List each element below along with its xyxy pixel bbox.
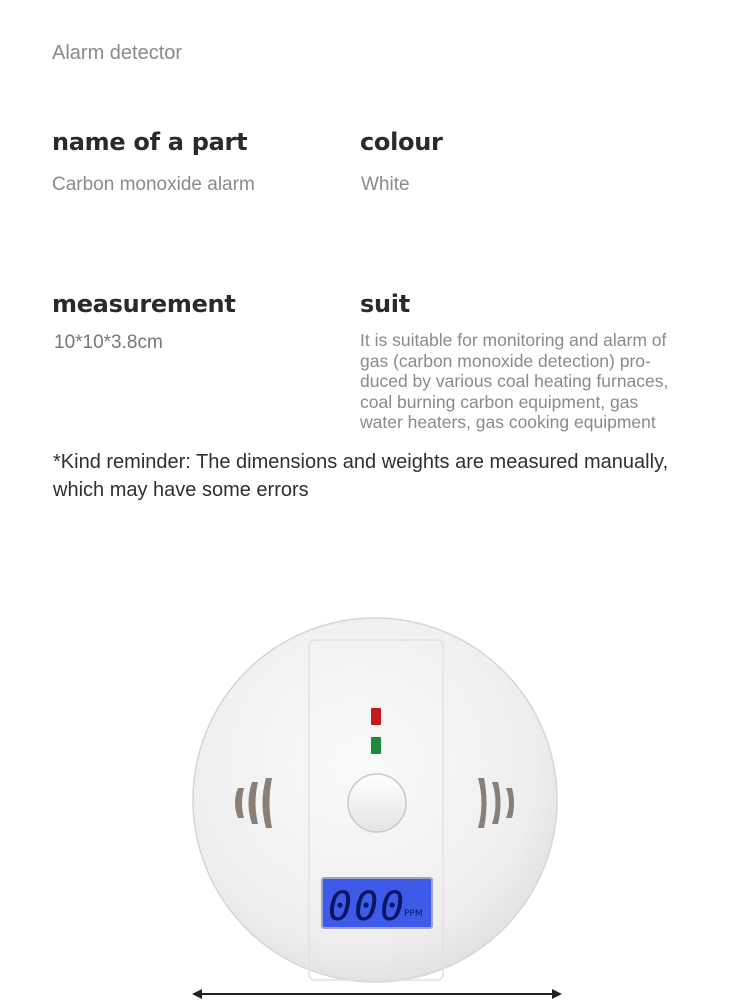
co-alarm-illustration xyxy=(0,560,750,1000)
lcd-unit: PPM xyxy=(404,909,423,919)
test-button[interactable] xyxy=(348,774,406,832)
width-dimension-arrow-icon xyxy=(192,989,562,999)
reminder-line-2: which may have some errors xyxy=(53,479,309,501)
kind-reminder xyxy=(53,448,733,504)
suit-line: gas (carbon monoxide detection) pro- xyxy=(360,350,651,371)
suit-line: duced by various coal heating furnaces, xyxy=(360,371,669,391)
suit-description xyxy=(360,330,710,433)
part-name-value: Carbon monoxide alarm xyxy=(52,174,255,195)
suit-line: water heaters, gas cooking equipment xyxy=(360,412,656,432)
colour-value: White xyxy=(361,174,410,195)
page-header: Alarm detector xyxy=(52,42,183,64)
colour-label: colour xyxy=(360,128,443,156)
product-image xyxy=(0,560,750,1000)
reminder-line-1: *Kind reminder: The dimensions and weights are measured manually, xyxy=(53,451,669,473)
suit-line: coal burning carbon equipment, gas xyxy=(360,391,639,412)
suit-label: suit xyxy=(360,290,410,318)
lcd-reading: 000 xyxy=(328,884,407,930)
suit-line: It is suitable for monitoring and alarm of xyxy=(360,330,667,350)
green-led-icon xyxy=(371,737,381,754)
part-name-label: name of a part xyxy=(52,128,248,156)
measurement-label: measurement xyxy=(52,290,236,318)
red-led-icon xyxy=(371,708,381,725)
measurement-value: 10*10*3.8cm xyxy=(54,332,163,353)
